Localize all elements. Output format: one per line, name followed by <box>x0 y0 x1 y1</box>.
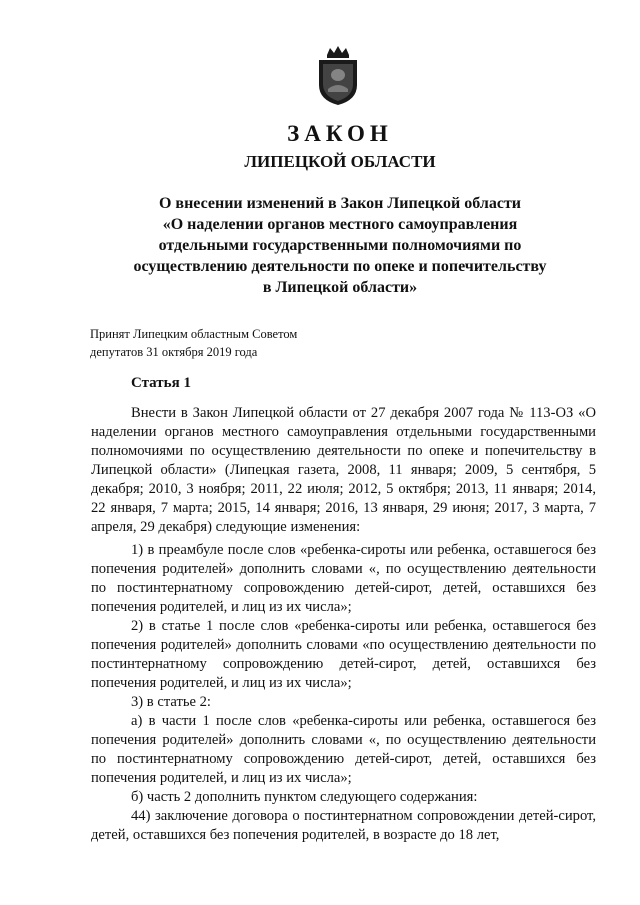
subject-line: «О наделении органов местного самоуправления <box>162 216 518 233</box>
adoption-line: Принят Липецким областным Советом <box>90 327 298 341</box>
article-title: Статья 1 <box>131 375 191 391</box>
list-item: б) часть 2 дополнить пунктом следующего содержания: <box>131 789 478 805</box>
article-intro <box>91 404 596 537</box>
coat-of-arms-emblem-icon <box>313 45 363 107</box>
adoption-line: депутатов 31 октября 2019 года <box>90 345 258 359</box>
list-item: а) в части 1 после слов «ребенка-сироты или ребенка, оставшегося без попечения родителей» дополнить словами «, по осуществлению деятельности по постинтернатному сопровождению детей-сирот, детей, оставшихся без попечения родителей, и лиц из их числа»; <box>91 713 596 786</box>
region-title: ЛИПЕЦКОЙ ОБЛАСТИ <box>244 152 436 171</box>
subject-line: в Липецкой области» <box>262 279 418 296</box>
subject-line: отдельными государственными полномочиями по <box>158 237 522 254</box>
law-title: ЗАКОН <box>287 121 393 146</box>
list-item: 2) в статье 1 после слов «ребенка-сироты или ребенка, оставшегося без попечения родителей» дополнить словами «по осуществлению деятельности по постинтернатному сопровождению детей-сирот, детей, оставшихся без попечения родителей, и лиц из их числа»; <box>91 618 596 691</box>
list-item: 3) в статье 2: <box>131 694 211 710</box>
list-item: 1) в преамбуле после слов «ребенка-сироты или ребенка, оставшегося без попечения родителей» дополнить словами «, по осуществлению деятельности по постинтернатному сопровождению детей-сирот, детей, оставшихся без попечения родителей, и лиц из их числа»; <box>91 542 596 615</box>
list-item: 44) заключение договора о постинтернатном сопровождении детей-сирот, детей, оставшихся без попечения родителей, в возрасте до 18 лет, <box>91 808 596 843</box>
amendment-list <box>91 541 596 845</box>
intro-paragraph: Внести в Закон Липецкой области от 27 декабря 2007 года № 113-ОЗ «О наделении органов местного самоуправления отдельными государственными полномочиями по осуществлению деятельности по опеке и попечительству в Липецкой области» (Липецкая газета, 2008, 11 января; 2009, 5 сентября, 5 декабря; 2010, 3 ноября; 2011, 22 июля; 2012, 5 октября; 2013, 11 января; 2014, 22 января, 7 марта; 2015, 14 января; 2016, 13 января, 29 июня; 2017, 3 марта, 7 апреля, 29 декабря) следующие изменения: <box>91 405 596 535</box>
subject-line: осуществлению деятельности по опеке и попечительству <box>133 258 547 275</box>
law-subject <box>100 193 580 298</box>
subject-line: О внесении изменений в Закон Липецкой области <box>158 195 522 212</box>
adoption-note <box>90 325 297 361</box>
